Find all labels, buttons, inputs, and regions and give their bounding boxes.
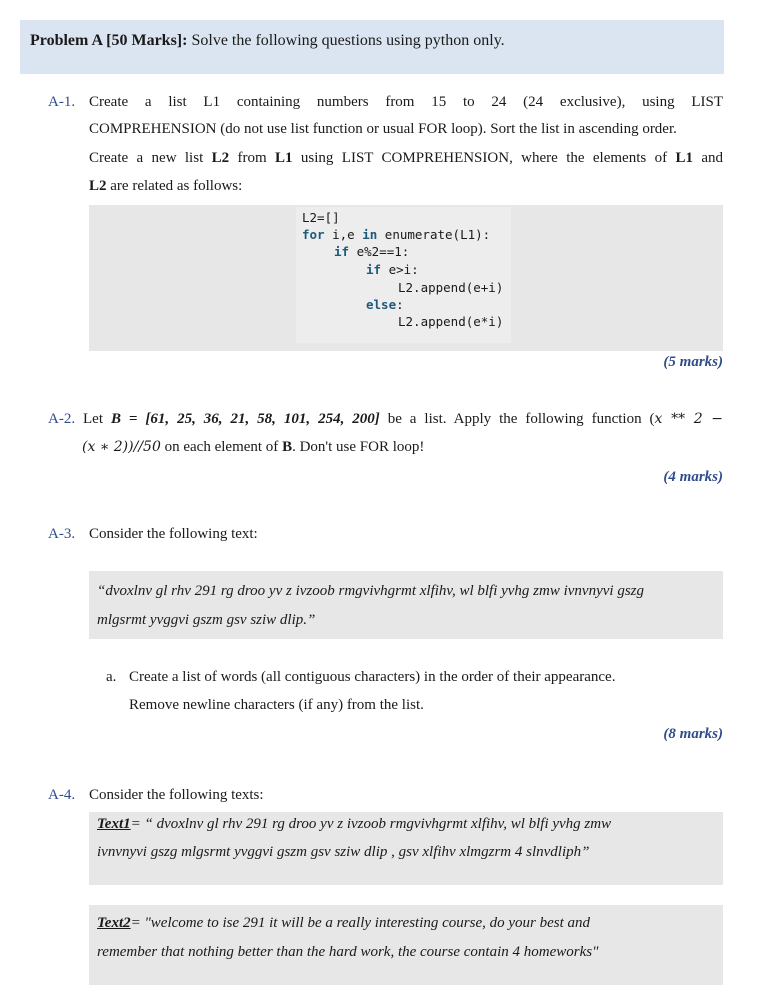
a2-text: be a list. Apply the following function ( [379,411,655,427]
a2-text: on each element of [160,439,283,455]
a1-marks: (5 marks) [663,354,723,370]
a3-sub-line-1: Create a list of words (all contiguous characters) in the order of their appearance. [129,669,616,685]
a1-code-block [296,207,511,343]
a1-l2-ref: L2 [89,178,107,194]
a3-sub-label: a. [106,669,117,685]
a1-line-4 [89,178,242,195]
a3-intro: Consider the following text: [89,526,258,542]
a1-line-3-part: Create a new list [89,150,212,166]
code-keyword: in [362,227,378,242]
a2-formula-part: x ** 2 − [654,411,724,427]
a2-line-2 [82,439,424,456]
code-keyword: for [302,227,325,242]
code-text: e>i: [381,262,419,277]
code-keyword: if [366,262,382,277]
a2-text: Let [75,411,111,427]
a4-text2-content: = "welcome to ise 291 it will be a really interesting course, do your best and [130,915,591,931]
a1-line-2: COMPREHENSION (do not use list function or usual FOR loop). Sort the list in ascending order. [89,121,677,137]
a1-l2-ref: L2 [211,150,230,166]
code-line-7: L2.append(e*i) [398,314,504,329]
a2-list-b-ref: B [282,439,293,455]
a4-label: A-4. [48,787,76,803]
a4-text1-content: = “ dvoxlnv gl rhv 291 rg droo yv z ivzoob rmgvivhgrmt xlfihv, wl blfi yvhg zmw [130,816,612,832]
a1-line-3 [89,150,723,167]
a1-label: A-1. [48,94,76,110]
a4-text1-label: Text1 [97,816,131,832]
a4-text1-line-1 [97,816,611,833]
a4-intro: Consider the following texts: [89,787,264,803]
problem-title [30,32,505,50]
a3-quote-line-2: mlgsrmt yvggvi gszm gsv sziw dlip.” [97,612,316,628]
a4-text2-line-2: remember that nothing better than the hard work, the course contain 4 homeworks" [97,944,599,960]
problem-title-rest: Solve the following questions using python only. [187,32,505,49]
code-text: : [396,297,404,312]
a1-line-3-part: using LIST COMPREHENSION, where the elements of [292,150,676,166]
a1-line-3-part: and [692,150,723,166]
code-line-2 [302,227,490,242]
a3-label: A-3. [48,526,76,542]
code-keyword: else [366,297,397,312]
code-line-3 [334,244,409,259]
problem-title-bold: Problem A [50 Marks]: [30,32,188,49]
a2-text: . Don't use FOR loop! [292,439,425,455]
a3-sub-line-2: Remove newline characters (if any) from the list. [129,697,424,713]
a1-line-4-part: are related as follows: [106,178,243,194]
a4-text2-line-1 [97,915,590,932]
a2-marks: (4 marks) [663,469,723,485]
a3-quote-line-1: “dvoxlnv gl rhv 291 rg droo yv z ivzoob rmgvivhgrmt xlfihv, wl blfi yvhg zmw ivnvnyvi gszg [97,583,645,599]
a2-formula-part: (x ∗ 2))//50 [82,439,161,455]
a1-line-3-part: from [229,150,276,166]
a1-line-1: Create a list L1 containing numbers from 15 to 24 (24 exclusive), using LIST [89,94,723,110]
code-line-6 [366,297,404,312]
a4-text2-label: Text2 [97,915,131,931]
code-text: e%2==1: [349,244,410,259]
a2-line-1 [48,411,723,428]
a4-text1-line-2: ivnvnyvi gszg mlgsrmt yvggvi gszm gsv sziw dlip , gsv xlfihv xlmgzrm 4 slnvdliph” [97,844,590,860]
a2-list-b: B = [61, 25, 36, 21, 58, 101, 254, 200] [110,411,380,427]
a1-l1-ref: L1 [675,150,693,166]
code-text: i,e [324,227,363,242]
a2-label: A-2. [48,411,76,427]
code-line-5: L2.append(e+i) [398,280,504,295]
code-text: enumerate(L1): [377,227,491,242]
a3-marks: (8 marks) [663,726,723,742]
code-line-1: L2=[] [302,210,340,225]
code-keyword: if [334,244,350,259]
code-line-4 [366,262,419,277]
a1-l1-ref: L1 [275,150,293,166]
